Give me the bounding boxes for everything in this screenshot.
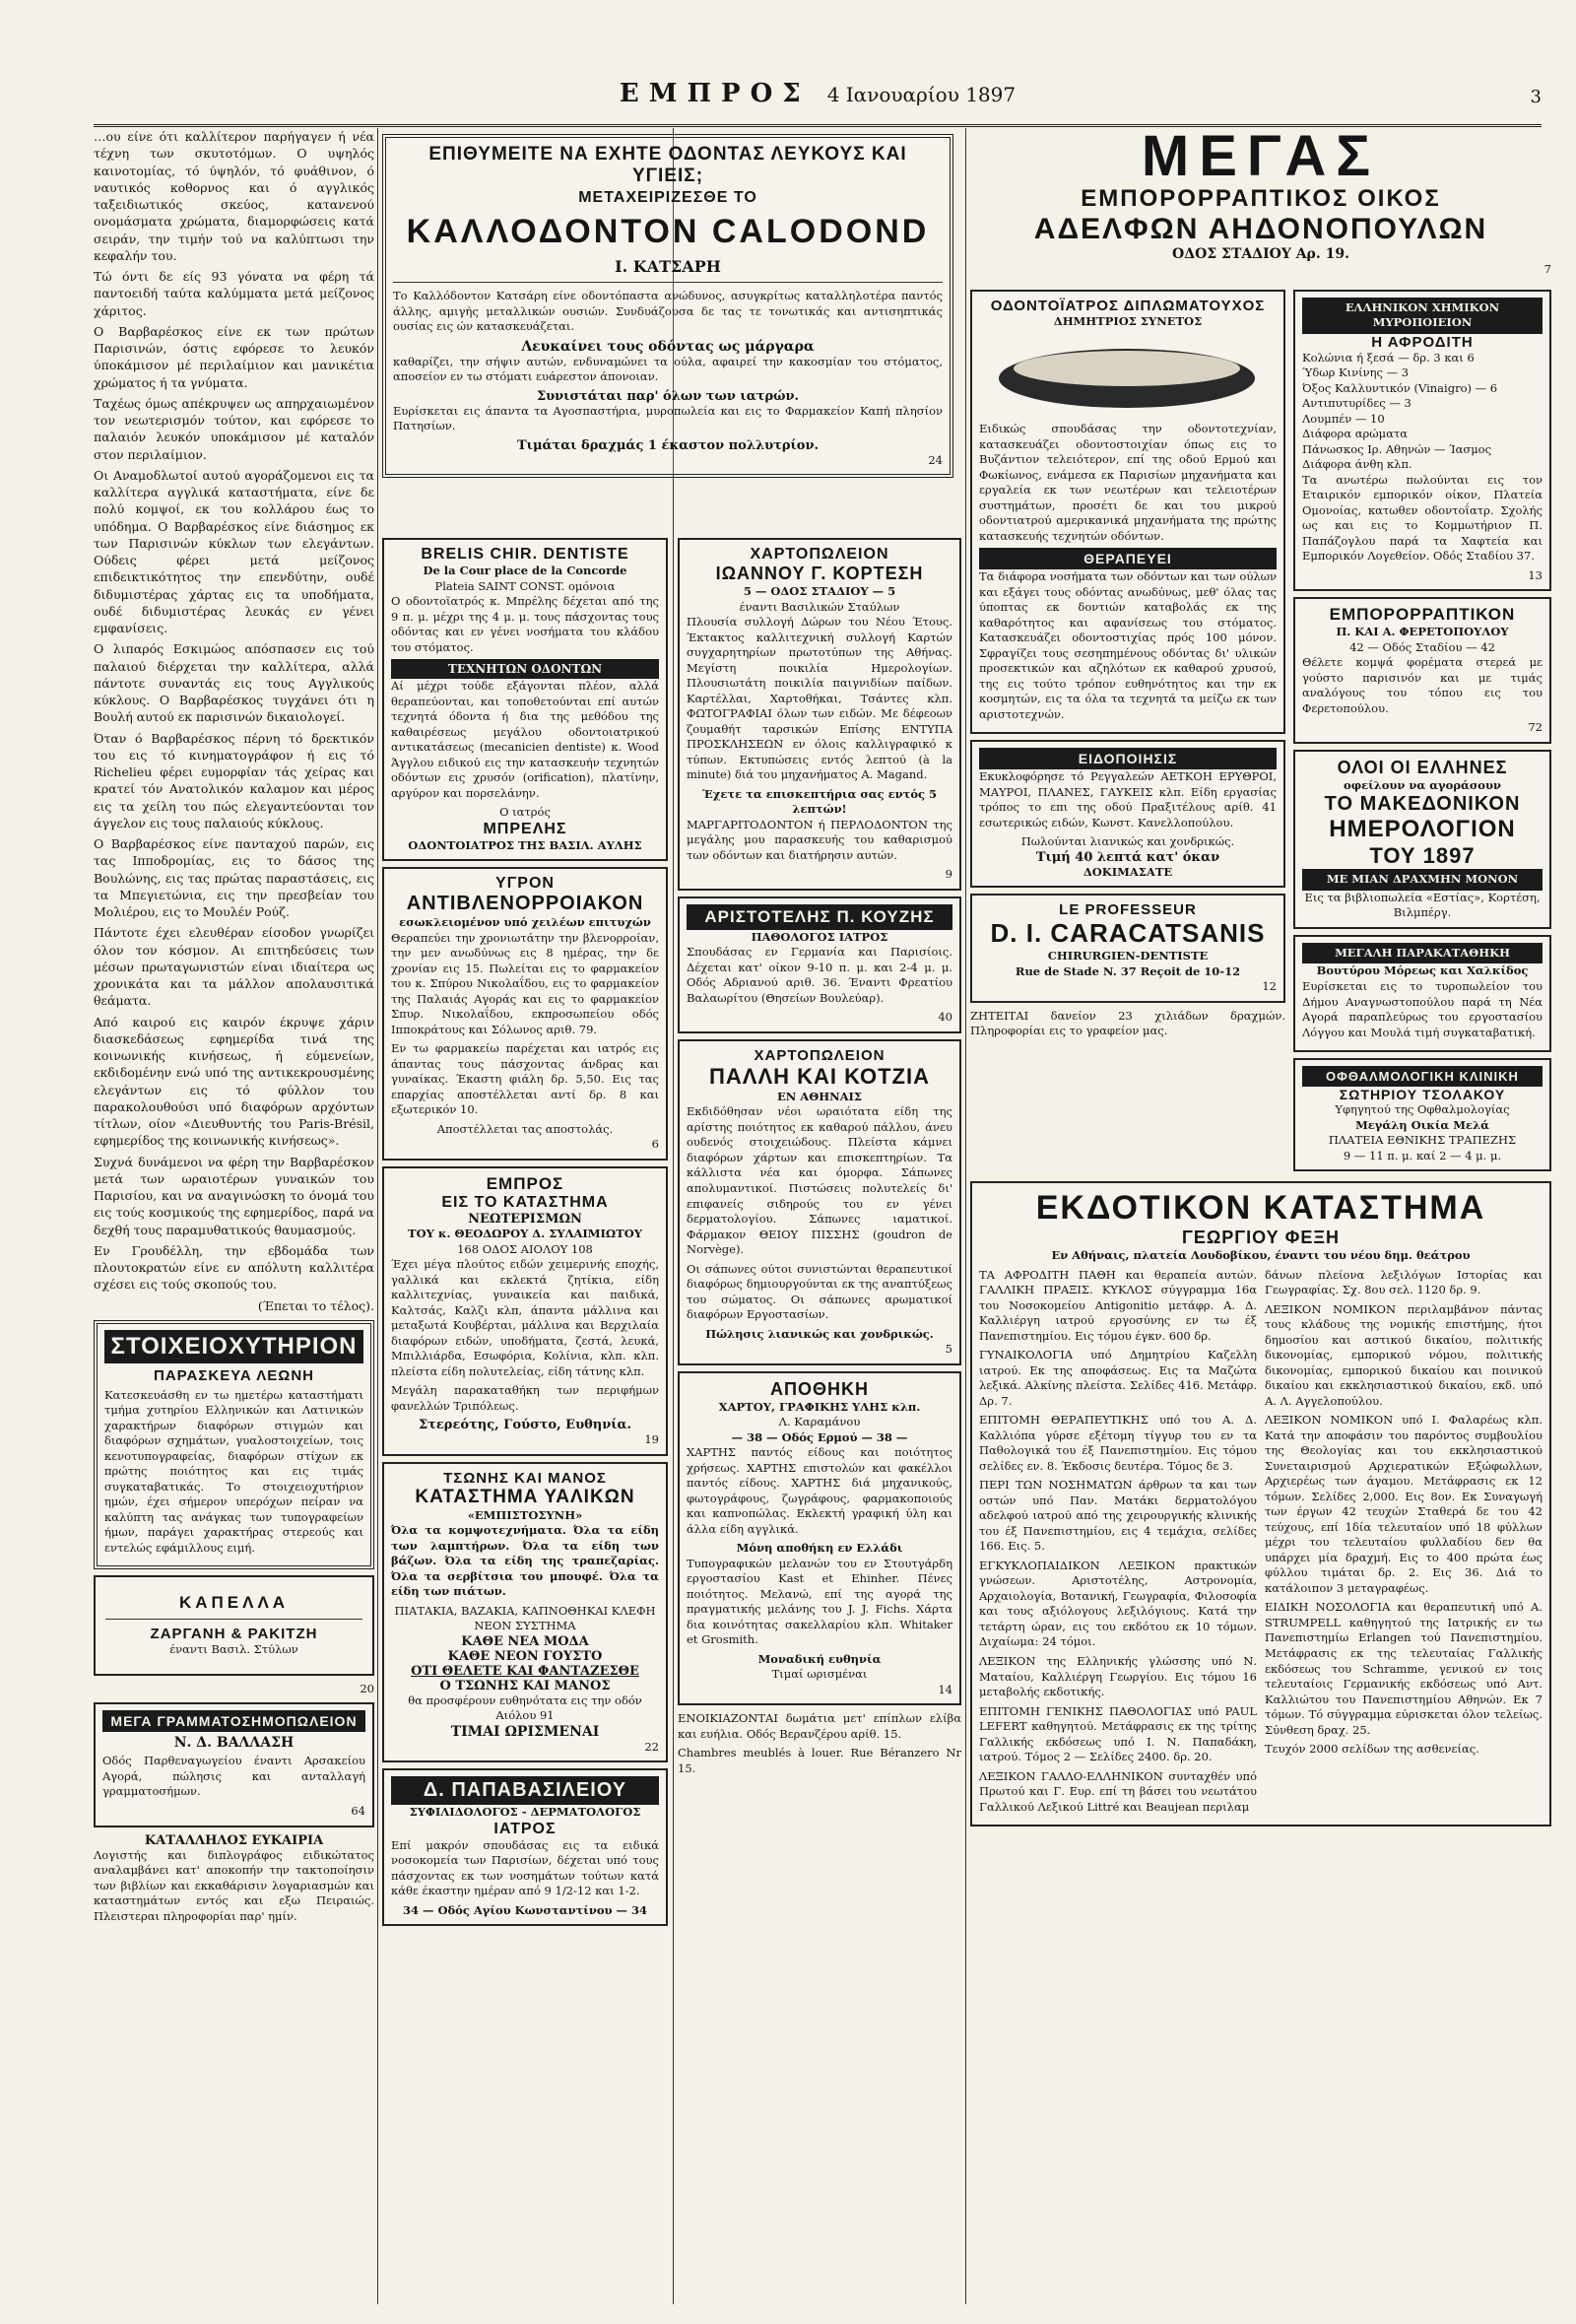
listing-left bbox=[979, 1268, 1257, 1820]
ad-synetos bbox=[970, 290, 1285, 735]
ad-subtitle: «ΕΜΠΙΣΤΟΣΥΝΗ» bbox=[467, 1507, 583, 1522]
ad-stockists: Ευρίσκεται εις άπαντα τα Αγοσπαστήρια, μυροπωλεία και εις το Φαρμακείον Καπή πλησίον Πατησίων. bbox=[393, 403, 943, 433]
book-entry: δάνων πλείονα λεξιλόγων Ιστορίας και Γεωγραφίας. Σχ. 8ου σελ. 1120 δρ. 9. bbox=[1265, 1267, 1543, 1297]
story-paragraph: Ο Βαρβαρέσκος είνε πανταχού παρών, εις τας Ιπποδρομίας, εις το δάσος της Βουλώνης, εις τας πρώτας παραστάσεις, εις τα Μπεγιετώνια, εις την πρεσβείαν του Μολιέρου, εις το Μουλέν Ρούζ. bbox=[94, 836, 374, 919]
ad-year: ΤΟΥ 1897 bbox=[1369, 843, 1476, 869]
ad-body: Θεραπεύει την χρονιωτάτην την βλενορροίαν, την μεν ανωδύνως εις 8 ημέρας, την δε χρονίαν εις 15. Πωλείται εις το φαρμακείον του κ. Σπύρου Νικολαΐδου, εις το φαρμακείον της Παλαιάς Αγοράς και εις το φαρμακείον Σπυρ. Νικολαΐδου, εκπροσωπείου οδός Ιπποκράτους και Σόλωνος αριθ. 79. bbox=[391, 930, 659, 1036]
ad-tagline: ΟΤΙ ΘΕΛΕΤΕ ΚΑΙ ΦΑΝΤΑΖΕΣΘΕ bbox=[411, 1663, 639, 1679]
ad-apothiki bbox=[678, 1371, 961, 1706]
ad-title: ΜΕΓΑ ΓΡΑΜΜΑΤΟΣΗΜΟΠΩΛΕΙΟΝ bbox=[102, 1710, 365, 1732]
ad-slogan: Λευκαίνει τους οδόντας ως μάργαρα bbox=[521, 338, 815, 355]
ad-antivlenorroiakon bbox=[382, 867, 668, 1161]
ad-rooms-greek: ΕΝΟΙΚΙΑΖΟΝΤΑΙ δωμάτια μετ' επίπλων ελίβα και ευήλια. Οδός Βερανζέρου αρίθ. 15. bbox=[678, 1711, 961, 1741]
ad-body: Αί μέχρι τούδε εξάγονται πλέον, αλλά θεραπεύονται, και τοποθετούνται επί αυτών τεχνητά όδοντα ή δια της μεθόδου της καθαιρέσεως μεγάλου οδοντοιατρικού αντικατάσεως (mecanicien dentiste) κ. Wood Άγγλου ειδικού εις την κατασκευήν τεχνητών οδόντων εις χρυσόν (orification), πλατίνην, αργύρον και πορσελάνην. bbox=[391, 679, 659, 800]
ad-price: ΤΙΜΑΙ ΩΡΙΣΜΕΝΑΙ bbox=[450, 1723, 600, 1740]
ad-address: 34 — Οδός Αγίου Κωνσταντίνου — 34 bbox=[402, 1902, 648, 1917]
ad-rooms-french: Chambres meublés à louer. Rue Béranzero Nr 15. bbox=[678, 1746, 961, 1775]
ad-company: ΕΛΛΗΝΙΚΟΝ ΧΗΜΙΚΟΝ ΜΥΡΟΠΟΙΕΙΟΝ bbox=[1302, 298, 1543, 334]
ad-kortesi bbox=[678, 538, 961, 891]
column-3 bbox=[678, 532, 961, 2304]
ad-title: ΑΠΟΘΗΚΗ bbox=[770, 1378, 869, 1399]
book-entry: ΕΓΚΥΚΛΟΠΑΙΔΙΚΟΝ ΛΕΞΙΚΟΝ πρακτικών γνώσεων. Αριστοτέλης, Αστρονομία, Αρχαιολογία, Βοτανική, Γεωγραφία, Φιλοσοφία και τους αξιόλογους λεξιλόγιους. Κατά την τετάρτη ώραν, εις του εκδότου εκ 10 τόμων. Διχαίωμα: 24 τόμοι. bbox=[979, 1558, 1257, 1649]
ad-where: Εις τα βιβλιοπωλεία «Εστίας», Κορτέση, Βιλμπέργ. bbox=[1304, 890, 1541, 920]
ad-eidopoiisis bbox=[970, 740, 1285, 888]
column-rule bbox=[377, 128, 378, 2304]
ad-body: Πλουσία συλλογή Δώρων του Νέου Έτους. Έκτακτος καλλιτεχνική συλλογή Καρτών συγχαρητηρίων πρωτοτύπων της Αθήνας. Μεγίστη ποικιλία Ημερολογίων. Πλουσιωτάτη ποικιλία παιγνιδίων παίδων. Καρτέλλαι, Χαρτοθήκαι, Τσάντες κλπ. ΦΩΤΟΓΡΑΦΙΑΙ όλων των ειδών. Με δέφεοων ζουμαθήτ ταρσικών Επίσης ΕΝΤΥΠΑ ΠΡΟΣΚΛΗΣΕΩΝ εν όλοις καλλιγραφικό κ τύπων. Εκτυπώσεις εντός λεπτού (à la minute) διά του μηχανήματος A. Magand. bbox=[687, 615, 952, 782]
paper-name: ΕΜΠΡΟΣ bbox=[619, 79, 811, 108]
ad-sale: Πωλούνται λιανικώς και χονδρικώς. bbox=[1020, 834, 1235, 849]
ad-number: 9 bbox=[945, 867, 952, 882]
story-paragraph: Όταν ό Βαρβαρέσκος πέρνη τό δρεκτικόν του εις τό κινηματογράφον ή εις τό Richelieu φέρει ευμορφίαν τάς χείρας και κρατεί τόν Ανατολικόν καλαμον και μέρος εις τα χείλη του πώς ελεγαντεύονται τον άγγελον εις τους παλαιούς κύκλους. bbox=[94, 730, 374, 830]
ad-number: 22 bbox=[644, 1739, 659, 1754]
story-paragraph: Εν Γρουδέλλη, την εβδομάδα των πλουτοκρατών είνε εν απόλυτη καλλιτέρα σχέσει εις τούς σκοπούς του. bbox=[94, 1242, 374, 1293]
ad-title: ΕΙΔΟΠΟΙΗΣΙΣ bbox=[979, 748, 1277, 769]
ad-body: Οι σάπωνες ούτοι συνιστώνται θεραπευτικοί διαφόρως δημιουργούνται εκ της αναπτύξεως του σώματος. Οι σάπωνες αρωματικοί διαφόρων Εργοστασίων. bbox=[687, 1261, 952, 1322]
column-2 bbox=[382, 532, 668, 2304]
ad-body: θα προσφέρουν ευθηνότατα εις την οδόν Αιόλου 91 bbox=[408, 1693, 642, 1723]
ad-address: ΟΔΟΣ ΣΤΑΔΙΟΥ Αρ. 19. bbox=[1172, 246, 1349, 262]
price-row: Κολώνια ή ξεσά — δρ. 3 και 6 bbox=[1302, 350, 1475, 365]
row-upper bbox=[970, 284, 1551, 1178]
ad-stoixeiochytirion bbox=[94, 1320, 374, 1570]
story-paragraph: Συχνά δυνάμενοι να φέρη την Βαρβαρέσκον μετά των ωραιοτέρων γυναικών του Παρισίου, και να αναγινώσκη το όνομά του εις τούς κοσμικούς της εφημερίδος, παρά να δεχθή τους παραμυθατικούς θαυμασμούς. bbox=[94, 1154, 374, 1237]
ad-subhead: ΜΕΤΑΧΕΙΡΙΖΕΣΘΕ ΤΟ bbox=[578, 189, 757, 206]
ad-title: ΕΚΔΟΤΙΚΟΝ ΚΑΤΑΣΤΗΜΑ bbox=[1035, 1189, 1486, 1228]
ad-body: ΜΑΡΓΑΡΙΤΟΔΟΝΤΟΝ ή ΠΕΡΛΟΔΟΝΤΟΝ της μεγάλης μου παρασκευής του καθαρισμού των οδόντων και διατήρησιν αυτών. bbox=[687, 817, 952, 862]
ad-heading: ΘΕΡΑΠΕΥΕΙ bbox=[979, 548, 1277, 569]
ad-fashion: ΚΑΘΕ ΝΕΑ ΜΟΔΑ bbox=[461, 1633, 589, 1649]
ad-recommendation: Συνιστάται παρ' όλων των ιατρών. bbox=[536, 388, 800, 404]
ad-address: έναντι Βασιλικών Σταύλων bbox=[739, 599, 900, 614]
ad-address: Plateia SAINT CONST. ομόνοια bbox=[434, 578, 616, 593]
ad-kouzis bbox=[678, 896, 961, 1033]
ad-owner: Λ. Καραμάνου bbox=[778, 1415, 861, 1429]
ad-slogan: ΔΟΚΙΜΑΣΑΤΕ bbox=[1083, 864, 1173, 879]
story-continued: (Έπεται το τέλος). bbox=[257, 1297, 374, 1313]
book-entry: ΛΕΞΙΚΟΝ της Ελληνικής γλώσσης υπό Ν. Ματαίου, Καλλιέργη Γεωργίου. Εις τόμου 16 μεταβολής εκδοτικής. bbox=[979, 1654, 1257, 1699]
ad-title: ΙΑΤΡΟΣ bbox=[493, 1820, 557, 1837]
ad-title: ΟΛΟΙ ΟΙ ΕΛΛΗΝΕΣ bbox=[1337, 757, 1508, 777]
ad-product-name: ΑΝΤΙΒΛΕΝΟΡΡΟΙΑΚΟΝ bbox=[406, 893, 644, 915]
price-row: Πάνωσκος Ιρ. Αθηνών — Ίασμος bbox=[1302, 441, 1492, 456]
ad-megas bbox=[970, 128, 1551, 278]
ad-note: Αποστέλλεται τας αποστολάς. bbox=[436, 1121, 614, 1136]
ad-listing bbox=[979, 1268, 1543, 1820]
ad-title: ΜΕΓΑΛΗ ΠΑΡΑΚΑΤΑΘΗΚΗ bbox=[1302, 943, 1543, 964]
ad-body: Εν τω φαρμακείω παρέχεται και ιατρός εις άπαντας τους πάσχοντας άνδρας και γυναίκας. Έκαστη φιάλη δρ. 5,50. Εις τας επαρχίας αποστέλλεται αντί δρ. 8 και εξωτερικόν 10. bbox=[391, 1041, 659, 1117]
ad-price: Τιμή 40 λεπτά κατ' όκαν bbox=[1035, 849, 1220, 865]
ad-body: Τυπογραφικών μελανών του εν Στουτγάρδη εργοστασίου Kast et Ehinher. Πένες ποιότητος. Μελανώ, επί της αγορά της πραγματικής μελάνης του J. J. Fichs. Χάρτα δια κοινότητας σακελλαρίου κλπ. Whitaker et Grosmith. bbox=[687, 1556, 952, 1647]
ad-body: Εκυκλοφόρησε τό Ρεγγαλεών ΑΕΤΚΟΗ ΕΡΥΘΡΟΙ, ΜΑΥΡΟΙ, ΠΛΑΝΕΣ, ΓΑΥΚΕΙΣ κλπ. Είδη εργασίας τρόπος το επι της οδού Πραξιτέλους αρίθ. 41 εσωτερικώς ειδών, Κωνστ. Κανελλοπούλου. bbox=[979, 769, 1277, 830]
ad-name: ΓΕΩΡΓΙΟΥ ΦΕΞΗ bbox=[1182, 1228, 1340, 1248]
ad-name: Ν. Δ. ΒΑΛΛΑΣΗ bbox=[173, 1735, 295, 1752]
book-entry: ΕΙΔΙΚΗ ΝΟΣΟΛΟΓΙΑ και θεραπευτική υπό A. STRUMPELL καθηγητού της Ιατρικής εν τω Πανεπιστημίω Erlangen τού Πανεπιστημίου. Μετάφρασις εκ της τελευταίας Γαλλικής εκδόσεως του Schramme, γενικού εν τοις τελευταίοις Γερμανικής εκδόσεως υπό Αντ. Καλλιώτου του Πανεπιστημίου Αθηνών. Εκ 7 τόμων. Τό σύγγραμμα εύρισκεται όλον τελείως. Σύνθεση δραχ. 25. bbox=[1265, 1600, 1543, 1737]
column-4 bbox=[970, 128, 1551, 2304]
price-row: Όξος Καλλυντικόν (Vinaigro) — 6 bbox=[1302, 380, 1498, 395]
column-rule bbox=[965, 128, 966, 2304]
book-entry: ΛΕΞΙΚΟΝ ΝΟΜΙΚΟΝ περιλαμβάνον πάντας τους κλάδους της νομικής επιστήμης, ήτοι δημοσίου και αστικού δικαίου, πολιτικής δικονομίας, εμπορικού νόμου, πολιτικής δικονομίας, εμπορικού δικαίου και ποινικού δικαίου και εκκλησιαστικού δικαίου, εκδ. υπό Α. Λ. Αγγελοπούλου. bbox=[1265, 1301, 1543, 1408]
issue-date: 4 Ιανουαρίου 1897 bbox=[826, 83, 1017, 106]
story-paragraph: Πάντοτε έχει ελευθέραν είσοδον γνωρίζει όλον τον κόσμον. Αι επιτηδεύσεις των μέσων πρωταγωνιστών είναι ιδιαίτερα ως χρονικάτα και τα μάλλον απολαυσιτικά θεάματα. bbox=[94, 925, 374, 1009]
ad-owner: ΤΟΥ κ. ΘΕΟΔΩΡΟΥ Δ. ΣΥΛΑΙΜΙΩΤΟΥ bbox=[408, 1226, 642, 1240]
ad-title: LE PROFESSEUR bbox=[1059, 901, 1197, 919]
ad-name: ΙΩΑΝΝΟΥ Γ. ΚΟΡΤΕΣΗ bbox=[715, 564, 924, 583]
ad-subtitle: ΣΥΦΙΛΙΔΟΛΟΓΟΣ - ΔΕΡΜΑΤΟΛΟΓΟΣ bbox=[409, 1805, 641, 1820]
ad-address: 5 — ΟΔΟΣ ΣΤΑΔΙΟΥ — 5 bbox=[743, 584, 896, 598]
ad-makedonikon-imerologion bbox=[1293, 750, 1551, 929]
ad-number: 7 bbox=[1543, 262, 1551, 276]
ad-subtitle: εσωκλειομένον υπό χειλέων επιτυχών bbox=[399, 915, 651, 930]
ad-tsonis-manos bbox=[382, 1462, 668, 1763]
ad-body: Ευρίσκεται εις το τυροπωλείον του Δήμου Αναγνωστοπούλου παρά τη Νέα Αγορά παραπλεύρως του εργοστασίου Λόγγου και Μουλά τιμή συγκαταβατική. bbox=[1302, 978, 1543, 1039]
dentures-illustration bbox=[979, 329, 1275, 418]
subcolumn-left bbox=[970, 284, 1285, 1178]
ad-name: ΔΗΜΗΤΡΙΟΣ ΣΥΝΕΤΟΣ bbox=[1053, 313, 1203, 328]
ad-number: 13 bbox=[1528, 567, 1543, 582]
ad-title: ΟΔΟΝΤΟΙΑΤΡΟΣ ΤΗΣ ΒΑΣΙΛ. ΑΥΛΗΣ bbox=[408, 837, 642, 852]
ad-name: ΤΟ ΜΑΚΕΔΟΝΙΚΟΝ bbox=[1324, 793, 1521, 816]
ad-name: ΗΜΕΡΟΛΟΓΙΟΝ bbox=[1329, 816, 1516, 843]
ad-brelis bbox=[382, 538, 668, 861]
ad-name: ΑΔΕΛΦΩΝ ΑΗΔΟΝΟΠΟΥΛΩΝ bbox=[1033, 213, 1488, 245]
ad-address: 168 ΟΔΟΣ ΑΙΟΛΟΥ 108 bbox=[457, 1241, 593, 1256]
ad-address: Rue de Stade N. 37 Reçoit de 10-12 bbox=[1015, 963, 1241, 978]
ad-subtitle: ΕΜΠΟΡΟΡΡΑΠΤΙΚΟΣ ΟΙΚΟΣ bbox=[1081, 185, 1441, 212]
ad-number: 19 bbox=[644, 1432, 659, 1447]
ad-body: Λογιστής και διπλογράφος ειδικώτατος αναλαμβάνει κατ' αποκοπήν την τακτοποίησιν των βιβλίων και εκκαθάρισιν λογαριασμών και καταστημάτων εντός και εξω Πειραιώς. Πλειστεραι πληροφορίαι παρ' ημίν. bbox=[94, 1847, 374, 1923]
ad-signature-label: Ο ιατρός bbox=[499, 805, 551, 820]
ad-hours: 9 — 11 π. μ. καί 2 — 4 μ. μ. bbox=[1343, 1148, 1502, 1162]
ad-body: Το Καλλόδοντον Κατσάρη είνε οδοντόπαστα ανώδυνος, ασυγκρίτως καταλληλοτέρα παντός άλλης, αμιγής μεταλλικών ουσιών. Συνδυάζουσα δε τας τε τονωτικάς και αντισηπτικάς ουσίας εις ών κατασκευάζεται. bbox=[393, 289, 943, 334]
ad-subtitle: ΝΕΩΤΕΡΙΣΜΩΝ bbox=[468, 1211, 582, 1227]
book-entry: ΕΠΙΤΟΜΗ ΓΕΝΙΚΗΣ ΠΑΘΟΛΟΓΙΑΣ υπό PAUL LEFERT καθηγητού. Μετάφρασις εκ της τρίτης Γαλλικής εκδόσεως υπό Ι. Ν. Παπαδάκη, ιατρού. Τόμος 2 — Σελίδες 2400. δρ. 20. bbox=[979, 1703, 1257, 1764]
ad-title: ΚΑΠΕΛΛΑ bbox=[178, 1593, 290, 1613]
ad-body: Ειδικώς σπουδάσας την οδοντοτεχνίαν, κατασκευάζει οδοντοστοιχίαν όπως εις το Βυζάντιον τελειότερον, επί της οδού Ερμού και Φωκίωνος, ενάμεσα εκ Παρισίων μηχανήματα και εργαλεία εκ των νεωτέρων και τελειοτέρων συστημάτων, προσέτι δε και του μικρού οδοντιατρού αμερικανικά μηχανήματα της πρώτης κατασκευής τεχνητών οδόντων. bbox=[979, 422, 1277, 543]
ad-subtitle: De la Cour place de la Concorde bbox=[423, 564, 627, 577]
listing-right bbox=[1265, 1268, 1543, 1820]
ad-body: Έχει μέγα πλούτος ειδών χειμερινής εποχής, γαλλικά και εκλεκτά ζητίκια, είδη καλλιτεχνίας, γυναικεία και παιδικά, Καλτσάς, Καλζι κλπ, άπαντα μάλλινα και μεταξωτά Κουβέρται, μάλλινα και Bερχιλαία διαφόρων ειδών, υποδήματα, ζεστά, λευκά, Μπιλλιάρδα, Εσωφόρια, Κολίνια, κλπ. κλπ. πλείστα είδη πολυτελείας, είδη τάτνης κλπ. bbox=[391, 1257, 659, 1378]
ad-body: Εκδιδόθησαν νέοι ωραιότατα είδη της αρίστης ποιότητος εκ καθαρού πάλλου, άνευ ουδενός στοιχειώδους. Πλείστα κάμνει διαφόρων χάρτων και επισκεπτηρίων. Τα κάλλιστα νέα και όμορφα. Σάπωνες απολυμαντικοί. Πιστώσεις πολυτελείς δι' επιφανείς σιδηρούς του εν γένει δερματολογίου. Σάπωνες ιαματικοί. Φάρμακον ΘΕΙΟΥ ΠΙΣΣΗΣ (goudron de Norvège). bbox=[687, 1104, 952, 1257]
story-paragraph: Οι Αναμοδλωτοί αυτού αγοράζομενοι εις τα καλλίτερα αγγλικά καταστήματα, είνε δε πολύ κομψοί, εκ του κολλάρου έως το υπόδημα. Ο Βαρβαρέσκος είνε διάσημος εκ των Παρισινών κύκλων των ελεγάντων. Ούδεις φέρει μετά μείζονος επιδεικτικότητος την επενδύτην, ουδέ διδυμιστέρας χάρτας εις τα υποδήματα, ουδέ διδυμιστέρας λευκάς εν γένει εμφανίσεις. bbox=[94, 467, 374, 635]
page-number: 3 bbox=[1530, 87, 1542, 107]
ad-title: ΟΦΘΑΛΜΟΛΟΓΙΚΗ ΚΛΙΝΙΚΗ bbox=[1302, 1066, 1543, 1087]
ad-price: Τιμαί ωρισμέναι bbox=[771, 1667, 868, 1682]
ad-address: ΠΛΑΤΕΙΑ ΕΘΝΙΚΗΣ ΤΡΑΠΕΖΗΣ bbox=[1328, 1133, 1517, 1148]
ad-body: Θέλετε κομψά φορέματα στερεά με γούστο παρισινόν και με τιμάς αναλόγους του τόπου εις του Φερετοπούλου. bbox=[1302, 655, 1543, 715]
book-entry: ΠΕΡΙ ΤΩΝ ΝΟΣΗΜΑΤΩΝ άρθρων τα και των οστών υπό Παν. Ματάκι δερματολόγου αδελφού ιατρού από της χειρουργικής κλινικής του έξ Πανεπιστημίου, εις 4 τεμάχια, σελίδες 166. Εις. 5. bbox=[979, 1478, 1257, 1554]
ad-price: ΜΕ ΜΙΑΝ ΔΡΑΧΜΗΝ ΜΟΝΟΝ bbox=[1302, 869, 1543, 891]
ad-feretopoulou bbox=[1293, 597, 1551, 744]
ad-title: ΕΜΠΟΡΟΡΡΑΠΤΙΚΟΝ bbox=[1329, 605, 1516, 625]
story-paragraph: Ο λιπαρός Εσκιμώος απόσπασεν εις τού παλαιού διέρχεται την καλλίτερα, αλλά πάντοτε συναντάς εις τους Αγγλικούς κύκλους. Ο Βαρβαρέσκος τυγχάνει ότι η Βουλή αυτού εκ παρισινών δικαιολογεί. bbox=[94, 641, 374, 725]
masthead bbox=[94, 79, 1542, 127]
ad-title: ΜΕΓΑΣ bbox=[1141, 128, 1381, 188]
book-entry: ΕΠΙΤΟΜΗ ΘΕΡΑΠΕΥΤΙΚΗΣ υπό του Α. Δ. Καλλιόπα γύρσε εξέτομη τίγγυρ του εν τα Παθολογικά του έξ Πανεπιστημίου. Εις τόμου σελίδες εν. 8. Έκδοσις δευτέρα. Τόμος δε 3. bbox=[979, 1413, 1257, 1473]
ad-papavasileiou bbox=[382, 1768, 668, 1926]
ad-title: BRELIS CHIR. DENTISTE bbox=[421, 546, 629, 563]
price-row: Αντιπυτυρίδες — 3 bbox=[1302, 396, 1412, 411]
ad-city: ΕΝ ΑΘΗΝΑΙΣ bbox=[776, 1089, 863, 1103]
book-entry: Τευχόν 2000 σελίδων της ασθενείας. bbox=[1265, 1742, 1479, 1757]
ad-ekdotikon-katastima bbox=[970, 1181, 1551, 1826]
column-1 bbox=[94, 128, 374, 2304]
ad-house: Μεγάλη Οικία Μελά bbox=[1355, 1117, 1489, 1132]
ad-name: ΠΑΛΛΗ ΚΑΙ ΚΟΤΖΙΑ bbox=[709, 1063, 930, 1089]
ad-number: 24 bbox=[928, 452, 943, 467]
ad-body: Σπουδάσας εν Γερμανία και Παρισίοις. Δέχεται κατ' οίκον 9-10 π. μ. και 2-4 μ. μ. Οδός Αδριανού αριθ. 36. Έναντι Φρεατίου Βαλαωρίτου (Θησείων Βουλεύαρ). bbox=[687, 945, 952, 1005]
ad-number: 6 bbox=[651, 1137, 659, 1152]
ad-loan: ΖΗΤΕΙΤΑΙ δανείον 23 χιλιάδων δραχμών. Πληροφορίαι εις το γραφείον μας. bbox=[970, 1008, 1285, 1038]
ad-kotzia bbox=[678, 1039, 961, 1365]
ad-body: καθαρίζει, την σήψιν αυτών, ενδυναμώνει τα ούλα, αφαιρεί την κακοσμίαν του στόματος, αποσείον εν τω στόματι ευάρεστον άπονοιαν. bbox=[393, 354, 943, 384]
ad-afroditi bbox=[1293, 290, 1551, 592]
ad-product-name: ΚΑΛΛΟΔΟΝΤΟΝ CALODOND bbox=[406, 213, 930, 250]
price-row: Διάφορα άνθη κλπ. bbox=[1302, 457, 1412, 472]
ad-grammatosimopoleion bbox=[94, 1702, 374, 1826]
ad-taste: ΚΑΘΕ ΝΕΟΝ ΓΟΥΣΤΟ bbox=[447, 1648, 603, 1664]
ad-name: D. I. CARACATSANIS bbox=[990, 918, 1266, 949]
ad-heading: ΤΕΧΝΗΤΩΝ ΟΔΟΝΤΩΝ bbox=[391, 659, 659, 679]
ad-price: Τιμάται δραχμάς 1 έκαστον πολλυτρίον. bbox=[517, 437, 819, 453]
ad-slogan: Πώλησις λιανικώς και χονδρικώς. bbox=[705, 1326, 934, 1341]
ad-number: 12 bbox=[1262, 979, 1277, 994]
ad-name: Π. ΚΑΙ Α. ΦΕΡΕΤΟΠΟΥΛΟΥ bbox=[1336, 625, 1509, 639]
ad-name: ΜΠΡΕΛΗΣ bbox=[483, 820, 567, 837]
ad-name: Η ΑΦΡΟΔΙΤΗ bbox=[1371, 333, 1474, 351]
ad-address: — 38 — Οδός Ερμού — 38 — bbox=[731, 1429, 908, 1444]
ad-ofthalmologiki bbox=[1293, 1058, 1551, 1171]
ad-slogan: Μόνη αποθήκη εν Ελλάδι bbox=[736, 1541, 903, 1556]
ad-slogan: Μοναδική ευθηνία bbox=[757, 1651, 882, 1666]
ad-body: Κατεσκευάσθη εν τω ημετέρω καταστήματι τμήμα χυτηρίου Ελληνικών και Λατινικών χαρακτήρων διαφόρων στιγμών και διαφόρων σχημάτων, γυαλοστοιχείων, τοις κενοτυπογραφείας, διαφόρων στίχων εκ πρώτης ποιότητος και εις τιμάς συγκαταβατικάς. Το στοιχειοχυτήριον ημών, έχει σήμερον υπερόχων πείραν να καλύπτη τας ανάγκας των τυπογραφείων ήμων, παράγει χαρακτήρας στερεούς και εντελώς εφάμιλλους ειμή. bbox=[104, 1387, 363, 1555]
price-row: Διάφορα αρώματα bbox=[1302, 427, 1409, 441]
ad-number: 14 bbox=[938, 1682, 952, 1696]
ad-subtitle: CHIRURGIEN-DENTISTE bbox=[1047, 949, 1209, 963]
ad-names: Ο ΤΣΩΝΗΣ ΚΑΙ ΜΑΝΟΣ bbox=[439, 1678, 611, 1693]
ad-address: 42 — Οδός Σταδίου — 42 bbox=[1349, 639, 1495, 654]
story-paragraph: …ου είνε ότι καλλίτερον παρήγαγεν ή νέα τέχνη των σκυτοτόμων. Ο υψηλός καινοτομίας, τό ύψηλόν, τό φυάθινον, ό ναυτικός κοθορνος και ό αγγλικός ταξειδιωτικός σκεύος, κατανενού ονομάσματα χρώματα, διαμορφώσεις κατά σειράν, την τιμήν τού να καλύπτωσι την κεφαλήν του. bbox=[94, 129, 374, 263]
ad-subtitle: ΧΑΡΤΟΥ, ΓΡΑΦΙΚΗΣ ΥΛΗΣ κλπ. bbox=[718, 1399, 921, 1414]
ad-kallodonton bbox=[382, 134, 953, 478]
ad-number: 5 bbox=[945, 1342, 952, 1357]
ad-body: Οδός Παρθεναγωγείου έναντι Αρσακείου Αγορά, πώλησις και ανταλλαγή γραμματοσήμων. bbox=[102, 1754, 365, 1799]
story-paragraph: Ο Βαρβαρέσκος είνε εκ των πρώτων Παρισινών, όστις εφόρεσε το λευκόν ύποκάμισον μέ περιλαίμιον και μανικέτια χρώματος ή τα γνύματα. bbox=[94, 323, 374, 390]
ad-body: ΧΑΡΤΗΣ παντός είδους και ποιότητος χρήσεως. ΧΑΡΤΗΣ επιστολών και φακέλλοι παντός είδους. ΧΑΡΤΗΣ διά μηχανικούς, φωτογράφους, ζωγράφους, φαρμακοποιούς και καπνοπώλας. Εκλεκτή γραφική ύλη και άλλα είδη αγγλικά. bbox=[687, 1445, 952, 1536]
ad-maker: Ι. ΚΑΤΣΑΡΗ bbox=[615, 257, 721, 276]
ad-number: 64 bbox=[351, 1804, 365, 1818]
subcolumn-right bbox=[1293, 284, 1551, 1178]
ad-title: ΕΜΠΡΟΣ bbox=[486, 1173, 564, 1193]
ad-embros-store bbox=[382, 1166, 668, 1456]
ad-number: 72 bbox=[1528, 720, 1543, 735]
ad-title: ΣΤΟΙΧΕΙΟΧΥΤΗΡΙΟΝ bbox=[104, 1330, 363, 1363]
ad-subtitle: οφείλουν να αγοράσουν bbox=[1344, 777, 1501, 792]
story-paragraph: Τώ όντι δε είς 93 γόνατα να φέρη τά παντοειδή ταύτα καλύμματα μετά μείζονος χάριτος. bbox=[94, 269, 374, 318]
ad-list: Όλα τα κομψοτεχνήματα. Όλα τα είδη των λαμπτήρων. Όλα τα είδη των βάζων. Όλα τα είδη της τραπεζαρίας. Όλα τα σερβίτσια του μπουφέ. Όλα τα είδη των πιάτων. bbox=[391, 1523, 659, 1599]
ad-title: ΤΣΩΝΗΣ ΚΑΙ ΜΑΝΟΣ bbox=[443, 1469, 607, 1487]
ad-subtitle: ΕΙΣ ΤΟ ΚΑΤΑΣΤΗΜΑ bbox=[441, 1193, 609, 1211]
ad-title: ΟΔΟΝΤΟΪΑΤΡΟΣ ΔΙΠΛΩΜΑΤΟΥΧΟΣ bbox=[990, 297, 1266, 314]
ad-caracatsanis bbox=[970, 894, 1285, 1003]
story-paragraph: Ταχέως όμως απέκρυψεν ως απηρχαιωμένον τον νεωτερισμόν τούτον, και εφόρεσε το παλαιόν λευκόν υποκάμισον μέ καταλόν στον περιλαίμιον. bbox=[94, 395, 374, 462]
ad-title: ΠΑΘΟΛΟΓΟΣ ΙΑΤΡΟΣ bbox=[751, 929, 888, 944]
ad-title: ΚΑΤΑΛΛΗΛΟΣ ΕΥΚΑΙΡΙΑ bbox=[144, 1832, 324, 1848]
ad-name: Βουτύρου Μόρεως και Χαλκίδος bbox=[1316, 963, 1529, 978]
ad-subtitle: Υφηγητού της Οφθαλμολογίας bbox=[1335, 1102, 1510, 1117]
book-entry: ΓΥΝΑΙΚΟΛΟΓΙΑ υπό Δημητρίου Καζελλη ιατρού. Εκ της αποφάσεως. Εις τα Μαζώτα λεξικά. Αλκίνης πλείστα. Σελίδες 416. Μετάφρ. Δρ. 7. bbox=[979, 1348, 1257, 1408]
ad-address: έναντι Βασιλ. Στύλων bbox=[169, 1642, 298, 1657]
book-entry: ΤΑ ΑΦΡΟΔΙΤΗ ΠΑΘΗ και θεραπεία αυτών. ΓΑΛΛΙΚΗ ΠΡΑΞΙΣ. ΚΥΚΛΟΣ σύγγραμμα 16α του Νοσοκομείου Antigonitio μετάφρ. Α. Δ. Καλλιέργη ιατρού εργοσύνης εν τω έξ Πανεπιστημίου. Εις τόμου έγκν. 600 δρ. bbox=[979, 1267, 1257, 1343]
price-row: Λουμπέν — 10 bbox=[1302, 411, 1385, 426]
story-paragraph: Από καιρού εις καιρόν έκρυψε χάριν διασκεδάσεως εφημερίδα τινά της κοινωνικής κινήσεως, ή εύμενείων, εκδιδομένην ενώ υπό της αντικεκρουσμένης ελεγάντων εις τό φύλλον του παρακολουθούσι υπό διαφόρων αρχόντων τίτλων, οίον «Διευθυντής του Paris-Brésil, εφημερίδος της κοινωνικής κινήσεως». bbox=[94, 1014, 374, 1149]
ad-number: 20 bbox=[360, 1681, 374, 1695]
ad-list: ΠΙΑΤΑΚΙΑ, ΒΑΖΑΚΙΑ, ΚΑΠΝΟΘΗΚΑΙ ΚΛΕΦΗ ΝΕΟΝ ΣΥΣΤΗΜΑ bbox=[394, 1603, 656, 1633]
book-entry: ΛΕΞΙΚΟΝ ΓΑΛΛΟ-ΕΛΛΗΝΙΚΟΝ συνταχθέν υπό Πρωτού και Γ. Ευρ. επί τη βάσει του νεωτάτου Γαλλικού Λεξικού Littré και Beaujean περιλαμ bbox=[979, 1768, 1257, 1814]
ad-number: 40 bbox=[938, 1010, 952, 1025]
ad-body: Ο οδοντοϊατρός κ. Μπρέλης δέχεται από της 9 π. μ. μέχρι της 4 μ. μ. τους πάσχοντας τους οδόντας και εν γένει νοσήματα του κλάδου του στόματος. bbox=[391, 594, 659, 654]
ad-body: Τα διάφορα νοσήματα των οδόντων και των ούλων και εξάγει τους οδόντας ανωδύνως, μεθ' όλας τας ύποπτας εκ δοντιών καταβολάς εκ της καθαρότητος και αφανίσεως του στόματος. Κατασκευάζει οδοντοστιχίας πρός 100 μόνον. Σφραγίζει τους σεσηπημένους οδόντας δι' υλικών προσεκτικών και αζηλότων εκ καθαρού χρυσού, της εις τούτο τρόπον ευθηνότητος και την εκ κοσμητών, εις τα όλα τα τεχνητά τα μείζω εκ των αριστοτεχνών. bbox=[979, 569, 1277, 721]
price-row: Ύδωρ Κινίνης — 3 bbox=[1302, 365, 1410, 380]
ad-address: Εν Αθήναις, πλατεία Λουδοβίκου, έναντι του νέου δημ. θεάτρου bbox=[1051, 1248, 1471, 1263]
ad-kapella bbox=[94, 1575, 374, 1676]
ad-voutyrou bbox=[1293, 935, 1551, 1052]
ad-headline: ΕΠΙΘΥΜΕΙΤΕ ΝΑ ΕΧΗΤΕ ΟΔΟΝΤΑΣ ΛΕΥΚΟΥΣ ΚΑΙ ΥΓΙΕΙΣ; bbox=[428, 144, 907, 186]
ad-body: Τα ανωτέρω πωλούνται εις τον Εταιρικόν εμπορικόν οίκον, Πλατεία Ομονοίας, κατωθεν οδοντοΐατρ. Σχολής ως και εις το Κομμωτήριον Π. Παπάζογλου παρά τα Χαφτεία και Εμπορικόν Λογεθείον. Οδός Σταδίου 37. bbox=[1302, 472, 1543, 564]
ad-name: ΣΩΤΗΡΙΟΥ ΤΣΟΛΑΚΟΥ bbox=[1339, 1087, 1506, 1103]
ad-name: Δ. ΠΑΠΑΒΑΣΙΛΕΙΟΥ bbox=[391, 1776, 659, 1805]
ad-body: Επί μακρόν σπουδάσας εις τα ειδικά νοσοκομεία των Παρισίων, δέχεται υπό τους πάσχοντας εκ των νοσημάτων τούτων κατά κάθε έκαστην ημέραν από 9 1/2-12 και 1-2. bbox=[391, 1837, 659, 1898]
ad-title: ΧΑΡΤΟΠΩΛΕΙΟΝ bbox=[754, 1046, 886, 1064]
ad-shop-name: ΚΑΤΑΣΤΗΜΑ ΥΑΛΙΚΩΝ bbox=[415, 1486, 635, 1507]
ad-body: Μεγάλη παρακαταθήκη των περιφήμων φανελλών Τριπόλεως. bbox=[391, 1383, 659, 1413]
ad-name: ΑΡΙΣΤΟΤΕΛΗΣ Π. ΚΟΥΖΗΣ bbox=[687, 904, 952, 930]
ad-slogan: Έχετε τα επισκεπτήρια σας εντός 5 λεπτών! bbox=[701, 786, 938, 817]
book-entry: ΛΕΞΙΚΟΝ ΝΟΜΙΚΟΝ υπό Ι. Φαλαρέως κλπ. Κατά την αποφάσιν του παρόντος συμβουλίου της Θεολογίας και του εκκλησιαστικού Συνεταιρισμού Αρχιερατικών Εξώφωλλων, Αρχιερέως των άγαμου. Μετάφρασις εκ 12 τόμων. Σελίδες 2,000. Εις 8ον. Εκ Συναγωγή των έργων 42 τευχών Σταθερά δε του 42 τεύχους, επί 1δία τελευταίον υπό 18 φύλλων μέχρι του τελευταίου φυλλαδίου δεν θα υπάρχει μία δραχμή. Εις το 400 πρώτα έως φύλλου τιμάται δρ. 2. Εις 36. Διά το κατάλοιπον 3 μεταγραφέως. bbox=[1265, 1413, 1543, 1595]
ad-title: ΧΑΡΤΟΠΩΛΕΙΟΝ bbox=[750, 546, 889, 563]
ad-title: ΥΓΡΟΝ bbox=[495, 875, 555, 893]
ad-slogan: Στερεότης, Γούστο, Ευθηνία. bbox=[418, 1418, 632, 1433]
ad-subtitle: ΠΑΡΑΣΚΕΥΑ ΛΕΩΝΗ bbox=[153, 1366, 314, 1384]
ad-names: ΖΑΡΓΑΝΗ & ΡΑΚΙΤΖΗ bbox=[150, 1626, 318, 1643]
